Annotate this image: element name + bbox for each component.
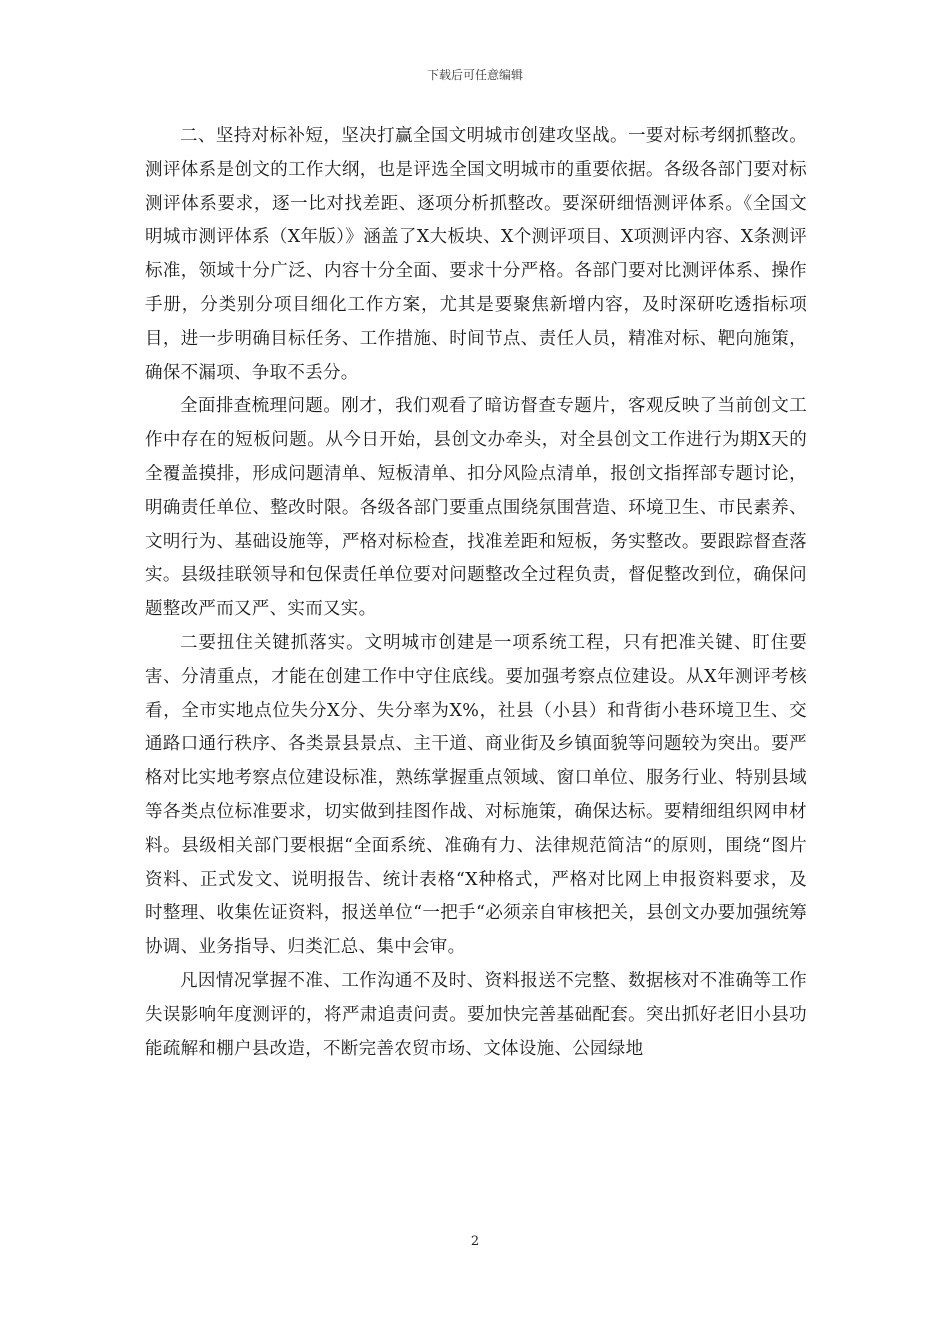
- page-header: 下载后可任意编辑: [426, 68, 523, 82]
- document-body: [145, 120, 807, 1066]
- paragraph-2: 全面排查梳理问题。刚才，我们观看了暗访督查专题片，客观反映了当前创文工作中存在的短板问题。从今日开始，县创文办牵头，对全县创文工作进行为期X天的全覆盖摸排，形成问题清单、短板清单、扣分风险点清单，报创文指挥部专题讨论，明确责任单位、整改时限。各级各部门要重点围绕氛围营造、环境卫生、市民素养、文明行为、基础设施等，严格对标检查，找准差距和短板，务实整改。要跟踪督查落实。县级挂联领导和包保责任单位要对问题整改全过程负责，督促整改到位，确保问题整改严而又严、实而又实。: [145, 396, 807, 620]
- paragraph-4: 凡因情况掌握不准、工作沟通不及时、资料报送不完整、数据核对不准确等工作失误影响年度测评的，将严肃追责问责。要加快完善基础配套。突出抓好老旧小县功能疏解和棚户县改造，不断完善农贸市场、文体设施、公园绿地: [145, 970, 807, 1059]
- paragraph-1: 二、坚持对标补短，坚决打赢全国文明城市创建攻坚战。一要对标考纲抓整改。测评体系是创文的工作大纲，也是评选全国文明城市的重要依据。各级各部门要对标测评体系要求，逐一比对找差距、逐项分析抓整改。要深研细悟测评体系。《全国文明城市测评体系（X年版）》涵盖了X大板块、X个测评项目、X项测评内容、X条测评标准，领域十分广泛、内容十分全面、要求十分严格。各部门要对比测评体系、操作手册，分类别分项目细化工作方案，尤其是要聚焦新增内容，及时深研吃透指标项目，进一步明确目标任务、工作措施、时间节点、责任人员，精准对标、靶向施策，确保不漏项、争取不丢分。: [145, 126, 807, 383]
- page-number: 2: [470, 1234, 480, 1249]
- paragraph-3: 二要扭住关键抓落实。文明城市创建是一项系统工程，只有把准关键、盯住要害、分清重点，才能在创建工作中守住底线。要加强考察点位建设。从X年测评考核看，全市实地点位失分X分、失分率为X%，社县（小县）和背街小巷环境卫生、交通路口通行秩序、各类景县景点、主干道、商业街及乡镇面貌等问题较为突出。要严格对比实地考察点位建设标准，熟练掌握重点领域、窗口单位、服务行业、特别县域等各类点位标准要求，切实做到挂图作战、对标施策，确保达标。要精细组织网申材料。县级相关部门要根据“全面系统、准确有力、法律规范简洁“的原则，围绕“图片资料、正式发文、说明报告、统计表格“X种格式，严格对比网上申报资料要求，及时整理、收集佐证资料，报送单位“一把手“必须亲自审核把关，县创文办要加强统筹协调、业务指导、归类汇总、集中会审。: [145, 632, 807, 958]
